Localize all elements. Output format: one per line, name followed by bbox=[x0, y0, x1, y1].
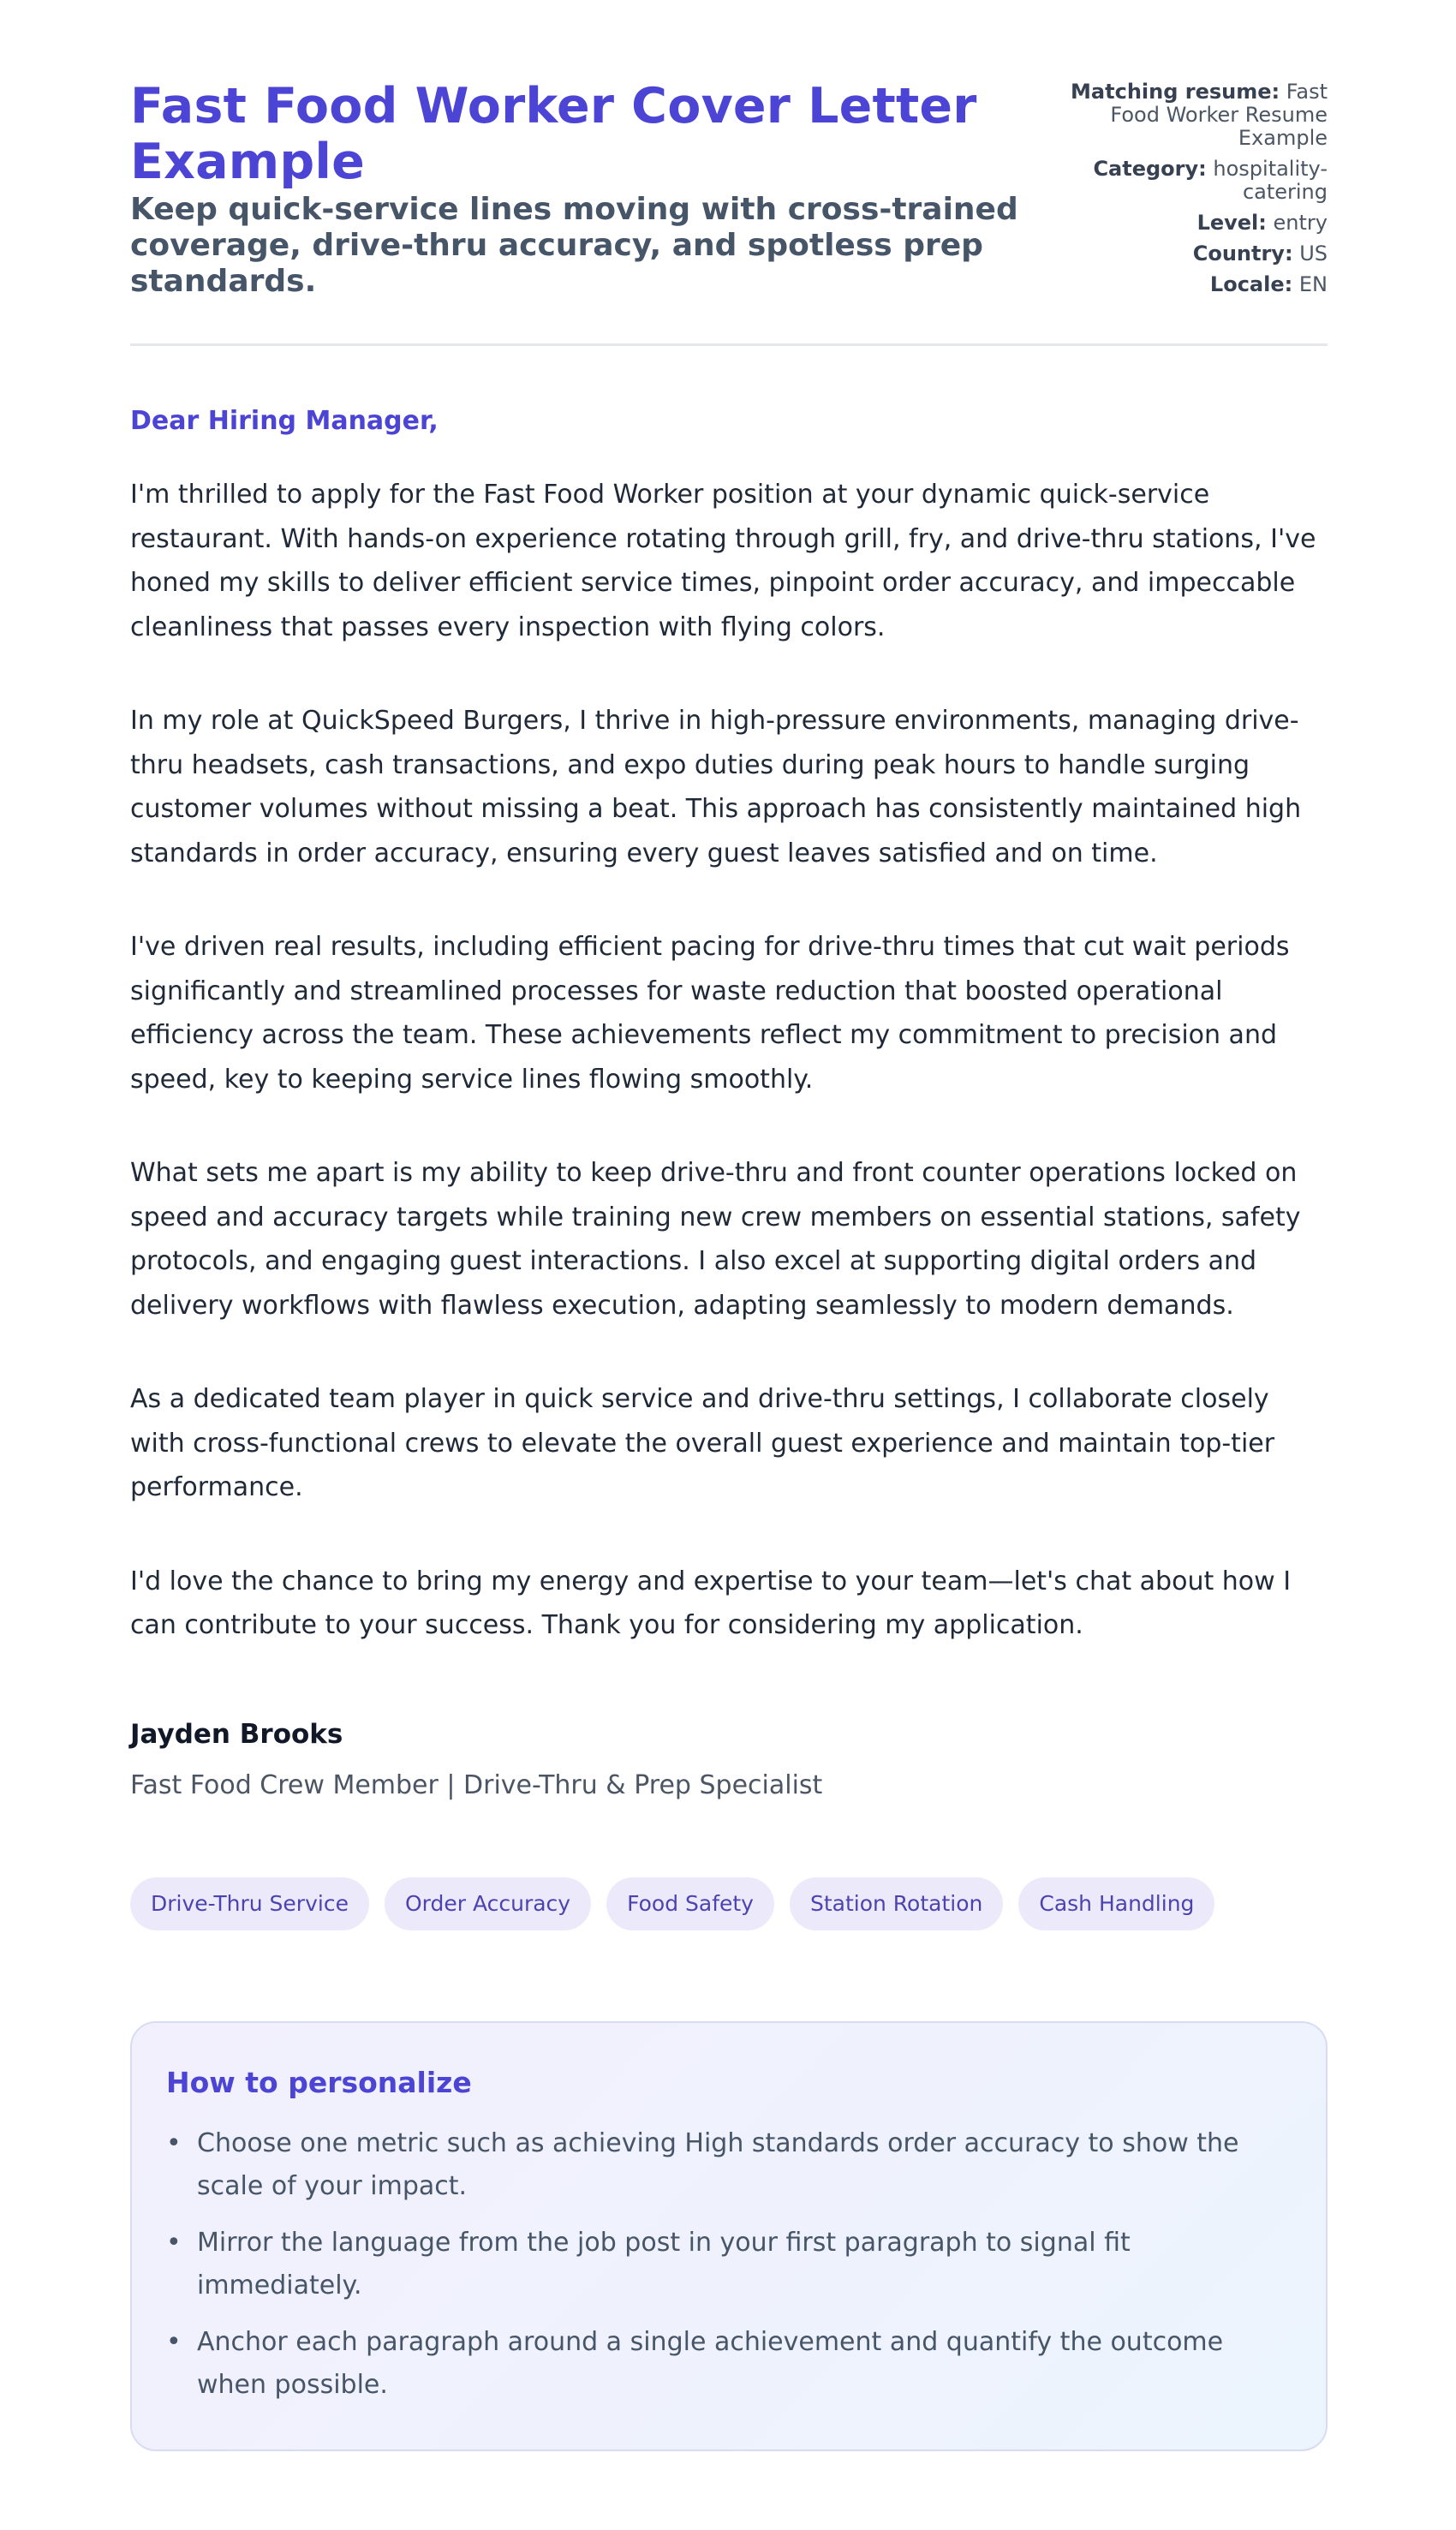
tips-list bbox=[166, 2122, 1292, 2407]
page-subtitle: Keep quick-service lines moving with cross-trained coverage, drive-thru accuracy, and spotless prep standards. bbox=[130, 192, 1018, 299]
meta-panel bbox=[1045, 81, 1328, 304]
letter-paragraph: What sets me apart is my ability to keep drive-thru and front counter operations locked on speed and accuracy targets while training new crew members on essential stations, safety protocols, and engaging guest interactions. I also excel at supporting digital orders and delivery workflows with flawless execution, adapting seamlessly to modern demands. bbox=[130, 1158, 1301, 1321]
letter-paragraph: I've driven real results, including efficient pacing for drive-thru times that cut wait periods significantly and streamlined processes for waste reduction that boosted operational efficiency across the team. These achievements reflect my commitment to precision and speed, key to keeping service lines flowing smoothly. bbox=[130, 932, 1290, 1095]
skill-tags bbox=[130, 1877, 1214, 1930]
skill-tag: Drive-Thru Service bbox=[130, 1877, 369, 1930]
tip-item bbox=[166, 2122, 1292, 2208]
cover-letter bbox=[130, 0, 1328, 2400]
meta-key: Matching resume: bbox=[1071, 80, 1280, 104]
page-title: Fast Food Worker Cover Letter Example bbox=[130, 78, 977, 190]
meta-key: Country: bbox=[1192, 242, 1293, 266]
letter-body bbox=[130, 473, 1328, 1698]
letter-paragraph: I'm thrilled to apply for the Fast Food Worker position at your dynamic quick-service restaurant. With hands-on experience rotating through grill, fry, and drive-thru stations, I've honed my skills to deliver efficient service times, pinpoint order accuracy, and impeccable cleanliness that passes every inspection with flying colors. bbox=[130, 480, 1316, 642]
tip-text: Choose one metric such as achieving High standards order accuracy to show the scale of your impact. bbox=[197, 2128, 1239, 2201]
meta-value: hospitality-catering bbox=[1213, 157, 1328, 204]
meta-value: Fast Food Worker Resume Example bbox=[1110, 80, 1328, 150]
tip-text: Mirror the language from the job post in your first paragraph to signal fit immediately. bbox=[197, 2228, 1131, 2300]
skill-tag: Station Rotation bbox=[790, 1877, 1003, 1930]
meta-level bbox=[1045, 212, 1328, 235]
skill-tag: Order Accuracy bbox=[385, 1877, 591, 1930]
meta-locale bbox=[1045, 273, 1328, 296]
tips-title: How to personalize bbox=[166, 2066, 472, 2099]
meta-key: Locale: bbox=[1209, 272, 1293, 296]
meta-key: Category: bbox=[1093, 157, 1207, 181]
tip-item bbox=[166, 2321, 1292, 2407]
meta-category bbox=[1045, 158, 1328, 204]
meta-key: Level: bbox=[1196, 211, 1267, 235]
tip-item bbox=[166, 2222, 1292, 2307]
personalize-tips-box bbox=[130, 2021, 1328, 2451]
meta-country bbox=[1045, 242, 1328, 266]
tip-text: Anchor each paragraph around a single achievement and quantify the outcome when possible. bbox=[197, 2327, 1224, 2400]
meta-value: EN bbox=[1298, 272, 1328, 296]
letter-paragraph: As a dedicated team player in quick service and drive-thru settings, I collaborate closely with cross-functional crews to elevate the overall guest experience and maintain top-tier performance. bbox=[130, 1384, 1275, 1502]
bullet-icon: • bbox=[166, 2327, 182, 2357]
bullet-icon: • bbox=[166, 2128, 182, 2158]
bullet-icon: • bbox=[166, 2228, 182, 2258]
letter-header bbox=[130, 0, 1328, 346]
letter-paragraph: In my role at QuickSpeed Burgers, I thrive in high-pressure environments, managing drive-thru headsets, cash transactions, and expo duties during peak hours to handle surging customer volumes without missing a beat. This approach has consistently maintained high standards in order accuracy, ensuring every guest leaves satisfied and on time. bbox=[130, 706, 1302, 868]
meta-value: US bbox=[1299, 242, 1328, 266]
skill-tag: Cash Handling bbox=[1018, 1877, 1214, 1930]
signer-name: Jayden Brooks bbox=[130, 1719, 343, 1750]
letter-greeting: Dear Hiring Manager, bbox=[130, 406, 439, 436]
signer-role: Fast Food Crew Member | Drive-Thru & Prep Specialist bbox=[130, 1770, 823, 1800]
meta-matching-resume bbox=[1045, 81, 1328, 150]
meta-value: entry bbox=[1273, 211, 1328, 235]
letter-paragraph: I'd love the chance to bring my energy and expertise to your team—let's chat about how I can contribute to your success. Thank you for considering my application. bbox=[130, 1566, 1292, 1640]
skill-tag: Food Safety bbox=[606, 1877, 774, 1930]
